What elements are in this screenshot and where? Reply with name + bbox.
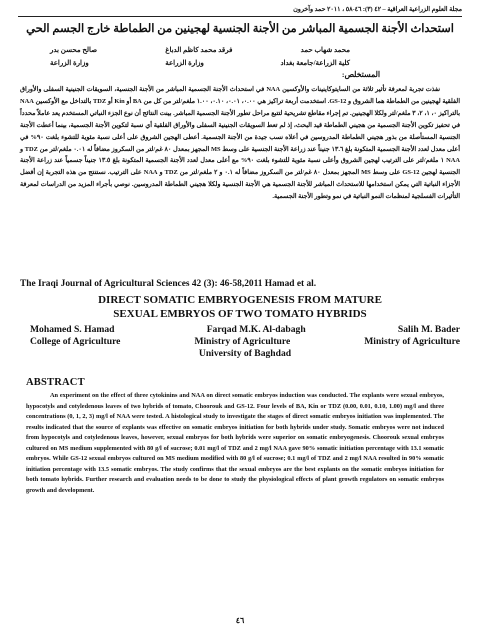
english-abstract-heading: ABSTRACT	[26, 377, 85, 388]
english-affiliation-2: Ministry of Agriculture	[194, 336, 291, 347]
arabic-abstract-text: نفذت تجربة لمعرفة تأثير ثلاثة من السايتوكاينينات والأوكسين NAA في استحداث الأجنة الجسمية المباشر من الأجنة الجنسية، السويقات الجنينية السفلى والأوراق الفلقية لهجينين من الطماطة هما الشروق و GS-12. استخدمت أربعة تراكيز هي ٠.٠٠، ٠.٠١، ٠.١٠، ١.٠٠ ملغم/لتر من كل من BA أو Kin أو TDZ بالتداخل مع الأوكسين NAA بالتراكيز ٠، ١، ٢، ٣ ملغم/لتر ولكلا الهجينين. تم إجراء مقاطع تشريحية لتتبع مراحل تطور الأجنة الجسمية المباشر. بينت النتائج أن نوع الجزء النباتي المستخدم يعد عاملاً محدداً في تحفيز تكوين الأجنة الجسمية من هجيني الطماطة قيد البحث، إذ لم تعط السويقات الجنينية السفلى والأوراق الفلقية أي نسبة لتكوين الأجنة الجسمية، بينما أعطت الأجنة الجنسية المستأصلة من بذور هجيني الطماطة المدروسين في أعلاه نسب جيدة من الأجنة الجسمية. أعطى الهجين الشروق على أعلى نسبة مئوية للتشوء بلغت ٩٠% في أعلى معدل لعدد الأجنة الجسمية المتكونة بلغ ١٣.٦ جنيناً عند زراعة الأجنة الجنسية على وسط MS المجهز بمعدل ٨٠ غم/لتر من السكروز مضافاً له ٠.٠١ ملغم/لتر من TDZ و NAA ١ ملغم/لتر على الترتيب لهجين الشروق وأعلى نسبة مئوية للتشوء بلغت ٩٠% مع أعلى معدل لعدد الأجنة الجسمية المتكونة بلغ ١٣.٥ جنيناً جسمياً عند زراعة الأجنة الجنسية لهجين GS-12 على وسط MS المجهز بمعدل ٨٠ غم/لتر من السكروز مضافاً له ٠.١ و ٢ ملغم/لتر من TDZ و NAA على الترتيب. نستنتج من هذه التجربة إن أفضل الأجزاء النباتية التي يمكن استخدامها للاستحداث المباشر للأجنة الجسمية هي الأجنة الجنسية ولكلا هجيني الطماطة المدروسين. نوصي بأجراء المزيد من الدراسات لمعرفة التأثيرات الفسلجية لمنظمات النمو النباتية في نمو وتطور الأجنة الجسمية.	[20, 86, 461, 201]
english-abstract-text: An experiment on the effect of three cytokinins and NAA on direct somatic embryos induction was conducted. The explants were sexual embryos, hypocotyls and cotyledenous leaves of two hybrids of tomato, Choorouk and GS-12. Four levels of BA, Kin or TDZ (0.00, 0.01, 0.10, 1.00) mg/l and three concentrations (0, 1, 2, 3) mg/l of NAA were tested. A histological study to investigate the stages of direct somatic embryos initiation was implemented. The results indicated that the source of explants was effective on somatic embryos initiation for both hybrids under study. Somatic embryos were not induced from hypocotyls and cotyledenous leaves, however, sexual embryos for both hybrids were superior on somatic embryogenesis. Choorouk sexual embryos cultured on MS medium supplemented with 80 g/l of sucrose; 0.01 mg/l of TDZ and 2 mg/l NAA gave 90% somatic initiation percentage with 13.1 somatic embryos. While GS-12 sexual embryos cultured on MS medium modified with 80 g/l of sucrose; 0.1 mg/l of TDZ and 2 mg/l NAA resulted in 90% somatic initiation percentage with 13.5 somatic embryos. The study confirms that the sexual embryos are the best explants on the somatic embryos initiation for both tomato hybrids. Further research and evaluation needs to be done to study the physiological effects of plant growth regulators on somatic embryos growth and development.	[26, 392, 444, 494]
arabic-author-3: صالح محسن بدر	[50, 46, 98, 54]
arabic-paper-title: استحداث الأجنة الجسمية المباشر من الأجنة الجنسية لهجينين من الطماطة خارج الجسم الحي	[26, 23, 454, 35]
arabic-affiliations	[50, 59, 350, 67]
english-citation: The Iraqi Journal of Agricultural Sciences 42 (3): 46-58,2011 Hamad et al.	[20, 279, 317, 289]
arabic-author-block	[50, 46, 350, 72]
arabic-affiliation-3: وزارة الزراعة	[50, 59, 89, 67]
header-divider	[18, 16, 462, 17]
english-university: University of Baghdad	[198, 348, 292, 359]
arabic-author-1: محمد شهاب حمد	[300, 46, 350, 54]
arabic-affiliation-1: كلية الزراعة/جامعة بغداد	[280, 59, 350, 67]
arabic-author-2: فرقد محمد كاظم الدباغ	[165, 46, 233, 54]
arabic-abstract-heading: المستخلص:	[341, 70, 380, 79]
english-paper-title	[20, 293, 460, 321]
english-affiliations	[30, 336, 460, 348]
english-author-names	[30, 324, 460, 336]
english-title-line-2: SEXUAL EMBRYOS OF TWO TOMATO HYBRIDS	[113, 308, 367, 320]
page-number: ٤٦	[235, 616, 245, 625]
arabic-journal-header: مجلة العلوم الزراعية العراقية – ٤٢ (٣): ٤٦-٥٨ ، ٢٠١١ حمد وآخرون	[293, 6, 462, 13]
english-author-block	[30, 324, 460, 360]
arabic-abstract	[20, 84, 460, 203]
english-title-line-1: DIRECT SOMATIC EMBRYOGENESIS FROM MATURE	[98, 294, 382, 306]
english-author-1: Mohamed S. Hamad	[30, 324, 115, 335]
english-author-2: Farqad M.K. Al-dabagh	[206, 324, 306, 335]
arabic-affiliation-2: وزارة الزراعة	[165, 59, 204, 67]
english-affiliation-1: College of Agriculture	[30, 336, 121, 347]
english-author-3: Salih M. Bader	[397, 324, 460, 335]
arabic-author-names	[50, 46, 350, 54]
english-affiliation-3: Ministry of Agriculture	[364, 336, 460, 347]
english-abstract	[26, 391, 444, 496]
